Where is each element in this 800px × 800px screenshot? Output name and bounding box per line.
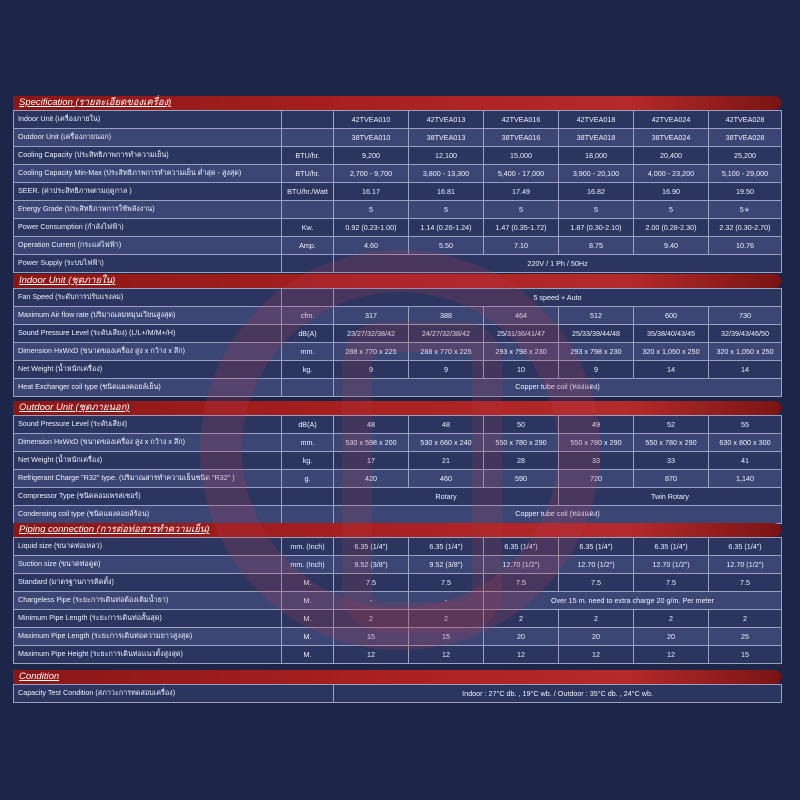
row-label: Dimension HxWxD (ขนาดของเครื่อง สูง x กว้าง x ลึก) — [14, 343, 282, 361]
table-row — [14, 628, 782, 646]
table-row — [14, 165, 782, 183]
condition-section — [13, 670, 781, 703]
table-row — [14, 255, 782, 273]
value-cell: 55 — [709, 416, 782, 434]
value-cell: 5 — [559, 201, 634, 219]
row-unit — [282, 506, 334, 524]
row-label: Power Consumption (กำลังไฟฟ้า) — [14, 219, 282, 237]
value-cell: 12 — [484, 646, 559, 664]
value-cell: 12.70 (1/2") — [484, 556, 559, 574]
value-cell: Copper tube coil (ทองแดง) — [334, 379, 782, 397]
section-title: Indoor Unit (ชุดภายใน) — [13, 274, 781, 288]
row-label: SEER. (ค่าประสิทธิภาพตามฤดูกาล ) — [14, 183, 282, 201]
value-cell: 20 — [484, 628, 559, 646]
value-cell: 6.35 (1/4") — [634, 538, 709, 556]
value-cell: 5,400 - 17,000 — [484, 165, 559, 183]
value-cell: 460 — [409, 470, 484, 488]
row-label: Indoor Unit (เครื่องภายใน) — [14, 111, 282, 129]
value-cell: 20 — [559, 628, 634, 646]
piping-connection-table — [13, 537, 782, 664]
row-unit — [282, 255, 334, 273]
value-cell: 2 — [334, 610, 409, 628]
value-cell: Copper tube coil (ทองแดง) — [334, 506, 782, 524]
value-cell: 15 — [334, 628, 409, 646]
table-row — [14, 556, 782, 574]
value-cell: 5★ — [709, 201, 782, 219]
value-cell: - — [334, 592, 409, 610]
table-row — [14, 237, 782, 255]
table-row — [14, 361, 782, 379]
row-unit: M. — [282, 574, 334, 592]
value-cell: 10 — [484, 361, 559, 379]
row-label: Heat Exchanger coil type (ชนิดแผงคอยล์เย็น) — [14, 379, 282, 397]
value-cell: 550 x 780 x 290 — [484, 434, 559, 452]
value-cell: 18,000 — [559, 147, 634, 165]
value-cell: 38TVEA013 — [409, 129, 484, 147]
row-label: Liquid size (ขนาดท่อเหลว) — [14, 538, 282, 556]
value-cell: 0.92 (0.23-1.00) — [334, 219, 409, 237]
row-unit: M. — [282, 610, 334, 628]
value-cell: 15,000 — [484, 147, 559, 165]
value-cell: 5,100 - 29,000 — [709, 165, 782, 183]
table-row — [14, 685, 782, 703]
section-title: Condition — [13, 670, 781, 684]
value-cell: 2 — [709, 610, 782, 628]
value-cell: 550 x 780 x 290 — [634, 434, 709, 452]
value-cell: 720 — [559, 470, 634, 488]
value-cell: 35/38/40/43/45 — [634, 325, 709, 343]
value-cell: 42TVEA024 — [634, 111, 709, 129]
value-cell: 17 — [334, 452, 409, 470]
value-cell: 42TVEA016 — [484, 111, 559, 129]
value-cell: 16.90 — [634, 183, 709, 201]
value-cell: 2 — [634, 610, 709, 628]
indoor-unit-section — [13, 274, 781, 397]
row-label: Capacity Test Condition (สภาวะการทดสอบเครื่อง) — [14, 685, 334, 703]
row-label: Net Weight (น้ำหนักเครื่อง) — [14, 452, 282, 470]
row-label: Standard (มาตรฐานการติดตั้ง) — [14, 574, 282, 592]
table-row — [14, 506, 782, 524]
row-unit: Amp. — [282, 237, 334, 255]
table-row — [14, 610, 782, 628]
value-cell: 9.40 — [634, 237, 709, 255]
value-cell: 12.70 (1/2") — [634, 556, 709, 574]
row-unit: BTU/hr./Watt — [282, 183, 334, 201]
star-icon: ★ — [743, 205, 751, 214]
value-cell: 6.35 (1/4") — [409, 538, 484, 556]
value-cell: 5.50 — [409, 237, 484, 255]
row-label: Fan Speed (ระดับการปรับแรงลม) — [14, 289, 282, 307]
value-cell: 20,400 — [634, 147, 709, 165]
table-row — [14, 379, 782, 397]
row-unit: g. — [282, 470, 334, 488]
value-cell: 25 — [709, 628, 782, 646]
value-cell: Twin Rotary — [559, 488, 782, 506]
value-cell: 420 — [334, 470, 409, 488]
indoor-unit-table — [13, 288, 782, 397]
value-cell: 24/27/32/38/42 — [409, 325, 484, 343]
specification-section — [13, 96, 781, 273]
value-cell: 49 — [559, 416, 634, 434]
value-cell: 550 x 780 x 290 — [559, 434, 634, 452]
value-cell: 12 — [559, 646, 634, 664]
value-cell: 2.32 (0.30-2.70) — [709, 219, 782, 237]
value-cell: 12.70 (1/2") — [559, 556, 634, 574]
value-cell: 14 — [709, 361, 782, 379]
value-cell: 870 — [634, 470, 709, 488]
value-cell: 512 — [559, 307, 634, 325]
table-row — [14, 325, 782, 343]
value-cell: 25/31/36/41/47 — [484, 325, 559, 343]
row-unit — [282, 201, 334, 219]
value-cell: 38TVEA010 — [334, 129, 409, 147]
value-cell: 293 x 798 x 230 — [484, 343, 559, 361]
value-cell: 8.75 — [559, 237, 634, 255]
value-cell: 33 — [634, 452, 709, 470]
value-cell: 7.5 — [334, 574, 409, 592]
table-row — [14, 183, 782, 201]
value-cell: 23/27/32/38/42 — [334, 325, 409, 343]
value-cell: 1.47 (0.35-1.72) — [484, 219, 559, 237]
table-row — [14, 111, 782, 129]
value-cell: 12,100 — [409, 147, 484, 165]
value-cell: 320 x 1,050 x 250 — [709, 343, 782, 361]
value-cell: 9 — [334, 361, 409, 379]
value-cell: 19.50 — [709, 183, 782, 201]
table-row — [14, 452, 782, 470]
value-cell: 9 — [409, 361, 484, 379]
table-row — [14, 574, 782, 592]
row-label: Compressor Type (ชนิดคอมเพรสเซอร์) — [14, 488, 282, 506]
section-title: Piping connection (การต่อท่อสารทำความเย็น) — [13, 523, 781, 537]
value-cell: 7.10 — [484, 237, 559, 255]
row-label: Dimension HxWxD (ขนาดของเครื่อง สูง x กว้าง x ลึก) — [14, 434, 282, 452]
value-cell: 5 — [409, 201, 484, 219]
value-cell: 4,000 - 23,200 — [634, 165, 709, 183]
value-cell: 33 — [559, 452, 634, 470]
row-value: Indoor : 27°C db. , 19°C wb. / Outdoor : 35°C db. , 24°C wb. — [334, 685, 782, 703]
value-cell: 38TVEA028 — [709, 129, 782, 147]
value-cell: 28 — [484, 452, 559, 470]
condition-table — [13, 684, 782, 703]
table-row — [14, 434, 782, 452]
row-label: Maximum Pipe Length (ระยะการเดินท่อความยาวสูงสุด) — [14, 628, 282, 646]
value-cell: 15 — [709, 646, 782, 664]
row-unit: mm. — [282, 343, 334, 361]
value-cell: 220V / 1 Ph / 50Hz — [334, 255, 782, 273]
row-unit — [282, 488, 334, 506]
row-unit: dB(A) — [282, 416, 334, 434]
table-row — [14, 538, 782, 556]
row-unit: kg. — [282, 361, 334, 379]
value-cell: 16.81 — [409, 183, 484, 201]
value-cell: 25,200 — [709, 147, 782, 165]
value-cell: 730 — [709, 307, 782, 325]
value-cell: 12 — [334, 646, 409, 664]
row-unit: Kw. — [282, 219, 334, 237]
value-cell: 9,200 — [334, 147, 409, 165]
value-cell: 464 — [484, 307, 559, 325]
row-label: Chargeless Pipe (ระยะการเดินท่อต้องเติมน้ำยา) — [14, 592, 282, 610]
row-label: Cooling Capacity Min-Max (ประสิทธิภาพการทำความเย็น ต่ำสุด - สูงสุด) — [14, 165, 282, 183]
specification-table — [13, 110, 782, 273]
value-cell: 42TVEA028 — [709, 111, 782, 129]
row-unit — [282, 379, 334, 397]
value-cell: 2 — [409, 610, 484, 628]
value-cell: 52 — [634, 416, 709, 434]
value-cell: 5 — [634, 201, 709, 219]
row-unit: mm. — [282, 434, 334, 452]
row-label: Sound Pressure Level (ระดับเสียง) — [14, 416, 282, 434]
value-cell: 5 — [334, 201, 409, 219]
value-cell: 388 — [409, 307, 484, 325]
value-cell: 6.35 (1/4") — [484, 538, 559, 556]
row-label: Condensing coil type (ชนิดแผงคอยล์ร้อน) — [14, 506, 282, 524]
table-row — [14, 343, 782, 361]
value-cell: 6.35 (1/4") — [334, 538, 409, 556]
outdoor-unit-section — [13, 401, 781, 524]
value-cell: 317 — [334, 307, 409, 325]
row-unit — [282, 289, 334, 307]
table-row — [14, 219, 782, 237]
value-cell: 38TVEA016 — [484, 129, 559, 147]
row-unit: BTU/hr. — [282, 147, 334, 165]
row-label: Outdoor Unit (เครื่องภายนอก) — [14, 129, 282, 147]
value-cell: 7.5 — [484, 574, 559, 592]
value-cell: 3,800 - 13,300 — [409, 165, 484, 183]
value-cell: 48 — [409, 416, 484, 434]
section-title: Outdoor Unit (ชุดภายนอก) — [13, 401, 781, 415]
value-cell: 12 — [634, 646, 709, 664]
value-cell: 5 — [484, 201, 559, 219]
row-unit: M. — [282, 628, 334, 646]
row-label: Minimum Pipe Length (ระยะการเดินท่อสั้นสุด) — [14, 610, 282, 628]
value-cell: 17.49 — [484, 183, 559, 201]
value-cell: 48 — [334, 416, 409, 434]
value-cell: 288 x 770 x 225 — [334, 343, 409, 361]
value-cell: 32/39/43/46/50 — [709, 325, 782, 343]
row-unit: BTU/hr. — [282, 165, 334, 183]
value-cell: 42TVEA013 — [409, 111, 484, 129]
row-unit: mm. (Inch) — [282, 538, 334, 556]
row-label: Power Supply (ระบบไฟฟ้า) — [14, 255, 282, 273]
value-cell: 5 speed + Auto — [334, 289, 782, 307]
value-cell: 50 — [484, 416, 559, 434]
value-cell: 1.87 (0.30-2.10) — [559, 219, 634, 237]
row-label: Maximum Pipe Height (ระยะการเดินท่อแนวตั้งสูงสุด) — [14, 646, 282, 664]
table-row — [14, 147, 782, 165]
value-cell: 530 x 660 x 240 — [409, 434, 484, 452]
row-unit — [282, 111, 334, 129]
value-cell: 288 x 770 x 225 — [409, 343, 484, 361]
row-unit: cfm. — [282, 307, 334, 325]
section-title: Specification (รายละเอียดของเครื่อง) — [13, 96, 781, 110]
value-cell: 320 x 1,050 x 250 — [634, 343, 709, 361]
table-row — [14, 646, 782, 664]
value-cell: 25/33/39/44/48 — [559, 325, 634, 343]
value-cell: 600 — [634, 307, 709, 325]
value-cell: 4.60 — [334, 237, 409, 255]
table-row — [14, 201, 782, 219]
row-label: Sound Pressure Level (ระดับเสียง) (L/L+/M/M+/H) — [14, 325, 282, 343]
value-cell: 6.35 (1/4") — [559, 538, 634, 556]
value-cell: 15 — [409, 628, 484, 646]
value-cell: 14 — [634, 361, 709, 379]
value-cell: 1.14 (0.26-1.24) — [409, 219, 484, 237]
value-cell: 9.52 (3/8") — [334, 556, 409, 574]
value-cell: 38TVEA024 — [634, 129, 709, 147]
value-cell: 20 — [634, 628, 709, 646]
value-cell: 7.5 — [409, 574, 484, 592]
value-cell: 21 — [409, 452, 484, 470]
value-cell: 42TVEA018 — [559, 111, 634, 129]
table-row — [14, 592, 782, 610]
value-cell: 2 — [559, 610, 634, 628]
value-cell: Rotary — [334, 488, 559, 506]
value-cell: 530 x 598 x 200 — [334, 434, 409, 452]
outdoor-unit-table — [13, 415, 782, 524]
value-cell: 42TVEA010 — [334, 111, 409, 129]
value-cell: 2 — [484, 610, 559, 628]
value-cell: 12 — [409, 646, 484, 664]
table-row — [14, 470, 782, 488]
table-row — [14, 129, 782, 147]
value-cell: 12.70 (1/2") — [709, 556, 782, 574]
value-cell: 7.5 — [559, 574, 634, 592]
row-label: Suction size (ขนาดท่อดูด) — [14, 556, 282, 574]
value-cell: 9.52 (3/8") — [409, 556, 484, 574]
table-row — [14, 289, 782, 307]
value-cell: 3,900 - 20,100 — [559, 165, 634, 183]
value-cell: 16.82 — [559, 183, 634, 201]
row-unit: kg. — [282, 452, 334, 470]
value-cell: 41 — [709, 452, 782, 470]
row-label: Net Weight (น้ำหนักเครื่อง) — [14, 361, 282, 379]
value-cell: 2,700 - 9,700 — [334, 165, 409, 183]
value-cell: Over 15 m. need to extra charge 20 g/m. Per meter — [484, 592, 782, 610]
row-label: Energy Grade (ประสิทธิภาพการใช้พลังงาน) — [14, 201, 282, 219]
row-unit — [282, 129, 334, 147]
row-label: Cooling Capacity (ประสิทธิภาพการทำความเย็น) — [14, 147, 282, 165]
value-cell: 7.5 — [709, 574, 782, 592]
value-cell: 630 x 800 x 300 — [709, 434, 782, 452]
value-cell: - — [409, 592, 484, 610]
value-cell: 590 — [484, 470, 559, 488]
value-cell: 1,140 — [709, 470, 782, 488]
piping-connection-section — [13, 523, 781, 664]
row-unit: mm. (Inch) — [282, 556, 334, 574]
row-unit: M. — [282, 646, 334, 664]
table-row — [14, 416, 782, 434]
row-unit: M. — [282, 592, 334, 610]
row-unit: dB(A) — [282, 325, 334, 343]
table-row — [14, 488, 782, 506]
value-cell: 16.17 — [334, 183, 409, 201]
table-row — [14, 307, 782, 325]
value-cell: 38TVEA018 — [559, 129, 634, 147]
value-cell: 6.35 (1/4") — [709, 538, 782, 556]
value-cell: 7.5 — [634, 574, 709, 592]
value-cell: 9 — [559, 361, 634, 379]
value-cell: 2.00 (0.28-2.30) — [634, 219, 709, 237]
row-label: Maximum Air flow rate (ปริมาณลมหมุนเวียนสูงสุด) — [14, 307, 282, 325]
row-label: Refrigerant Charge "R32" type. (ปริมาณสารทำความเย็นชนิด "R32" ) — [14, 470, 282, 488]
row-label: Operation Current (กระแสไฟฟ้า) — [14, 237, 282, 255]
value-cell: 293 x 798 x 230 — [559, 343, 634, 361]
value-cell: 10.76 — [709, 237, 782, 255]
